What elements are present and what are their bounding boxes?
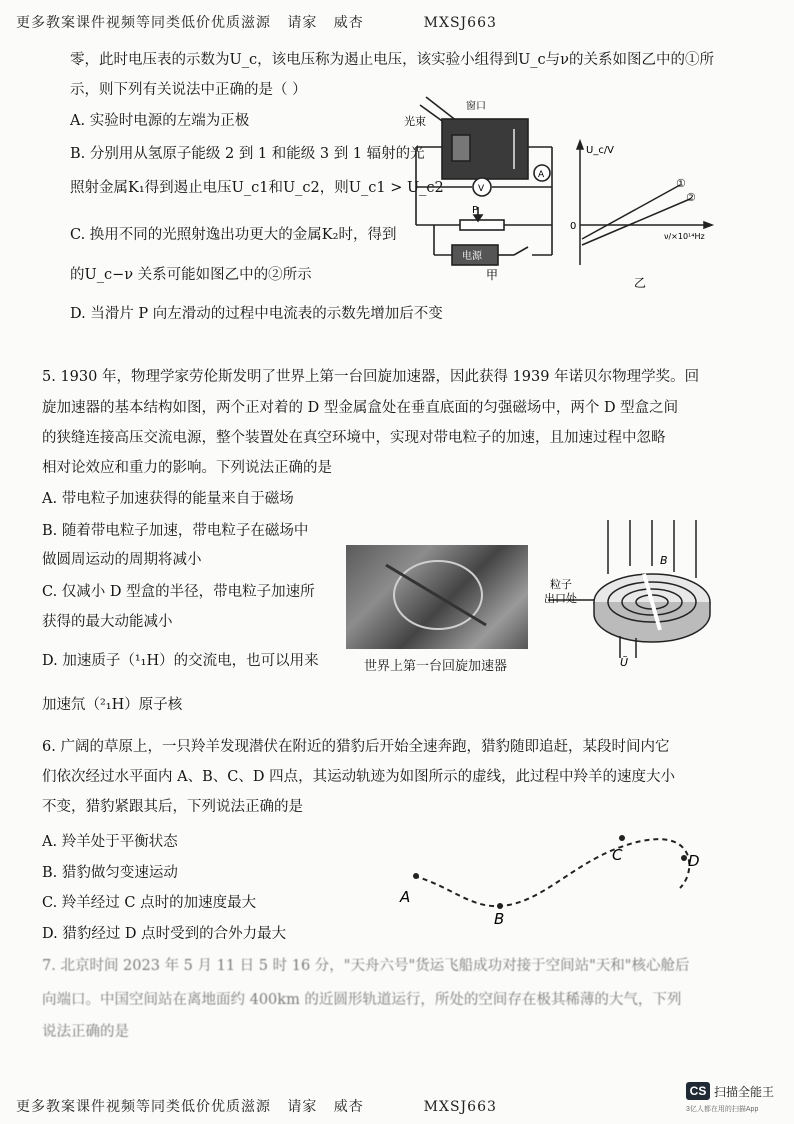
q5-line-4: 相对论效应和重力的影响。下列说法正确的是 bbox=[42, 460, 332, 476]
rheostat bbox=[460, 220, 504, 230]
q7-line-3: 说法正确的是 bbox=[42, 1024, 129, 1040]
origin-label: 0 bbox=[570, 221, 577, 232]
q5-option-c: C. 仅减小 D 型盒的半径，带电粒子加速所 bbox=[42, 584, 315, 600]
q5-option-b-cont: 做圆周运动的周期将减小 bbox=[42, 552, 202, 568]
q4-option-b-cont: 照射金属K₁得到遏止电压U_c1和U_c2，则U_c1 > U_c2 bbox=[70, 180, 444, 196]
switch bbox=[514, 247, 528, 255]
q7-line-1: 7. 北京时间 2023 年 5 月 11 日 5 时 16 分，"天舟六号"货运飞船成功对接于空间站"天和"核心舱后 bbox=[42, 958, 690, 974]
trajectory-path bbox=[414, 839, 689, 906]
graph-yi bbox=[568, 135, 718, 290]
curve-2-label: ② bbox=[686, 191, 696, 204]
caption-jia: 甲 bbox=[486, 268, 499, 282]
q5-option-b: B. 随着带电粒子加速，带电粒子在磁场中 bbox=[42, 523, 309, 539]
q6-line-1: 6. 广阔的草原上，一只羚羊发现潜伏在附近的猎豹后开始全速奔跑，猎豹随即追赶，某段时间内它 bbox=[42, 739, 670, 755]
q6-option-b: B. 猎豹做匀变速运动 bbox=[42, 865, 178, 881]
cs-logo-icon: CS bbox=[686, 1082, 710, 1100]
q4-option-a: A. 实验时电源的左端为正极 bbox=[70, 113, 250, 129]
circuit-diagram-jia bbox=[404, 95, 564, 285]
point-a bbox=[413, 873, 419, 879]
point-c bbox=[619, 835, 625, 841]
q4-option-d: D. 当滑片 P 向左滑动的过程中电流表的示数先增加后不变 bbox=[70, 306, 443, 322]
q7-line-2: 向端口。中国空间站在离地面约 400km 的近圆形轨道运行，所处的空间存在极其稀薄的大气，下列 bbox=[42, 992, 682, 1008]
scanner-watermark bbox=[686, 1080, 786, 1116]
q5-line-1: 5. 1930 年，物理学家劳伦斯发明了世界上第一台回旋加速器，因此获得 1939 年诺贝尔物理学奖。回 bbox=[42, 369, 700, 385]
q5-option-a: A. 带电粒子加速获得的能量来自于磁场 bbox=[42, 491, 294, 507]
label-p: P bbox=[472, 205, 479, 216]
q5-option-d: D. 加速质子（¹₁H）的交流电，也可以用来 bbox=[42, 653, 319, 669]
trajectory-diagram bbox=[390, 826, 720, 926]
q4-option-c-cont: 的U_c−ν 关系可能如图乙中的②所示 bbox=[70, 267, 312, 283]
y-axis-label: U_c/V bbox=[586, 145, 615, 156]
label-window: 窗口 bbox=[466, 101, 486, 112]
cathode-k bbox=[452, 135, 470, 161]
field-b-label: B bbox=[660, 554, 668, 567]
x-axis-label: ν/×10¹⁴Hz bbox=[664, 232, 705, 241]
header-banner: 更多教案课件视频等同类低价优质滋源 请家 威杏 MXSJ663 bbox=[16, 15, 497, 31]
q6-line-3: 不变，猎豹紧跟其后，下列说法正确的是 bbox=[42, 799, 303, 815]
q4-line-2: 示，则下列有关说法中正确的是（ ） bbox=[70, 82, 307, 98]
cyclotron-diagram bbox=[540, 516, 720, 668]
label-source: 电源 bbox=[462, 251, 482, 262]
q4-line-1: 零，此时电压表的示数为U_c，该电压称为遏止电压，该实验小组得到U_c与ν的关系如图乙中的①所 bbox=[70, 52, 714, 68]
q4-option-b: B. 分别用从氢原子能级 2 到 1 和能级 3 到 1 辐射的光 bbox=[70, 146, 425, 162]
photo-caption: 世界上第一台回旋加速器 bbox=[364, 659, 508, 674]
ac-voltage-label: Ũ bbox=[620, 656, 629, 668]
label-c: C bbox=[612, 846, 623, 864]
label-d: D bbox=[688, 852, 700, 870]
q6-option-a: A. 羚羊处于平衡状态 bbox=[42, 834, 178, 850]
curve-1-label: ① bbox=[676, 177, 686, 190]
cyclotron-photo bbox=[346, 545, 528, 649]
caption-yi: 乙 bbox=[634, 276, 647, 290]
label-b: B bbox=[494, 910, 505, 926]
q6-line-2: 们依次经过水平面内 A、B、C、D 四点，其运动轨迹为如图所示的虚线，此过程中羚羊的速度大小 bbox=[42, 769, 676, 785]
q5-option-c-cont: 获得的最大动能减小 bbox=[42, 614, 173, 630]
label-a: A bbox=[400, 888, 411, 906]
point-d bbox=[681, 855, 687, 861]
q6-option-d: D. 猎豹经过 D 点时受到的合外力最大 bbox=[42, 926, 287, 942]
q4-option-c: C. 换用不同的光照射逸出功更大的金属K₂时，得到 bbox=[70, 227, 397, 243]
label-v: V bbox=[478, 184, 485, 194]
q5-option-d-cont: 加速氘（²₁H）原子核 bbox=[42, 697, 183, 713]
exit-label-1: 粒子 bbox=[550, 578, 572, 591]
q5-line-3: 的狭缝连接高压交流电源，整个装置处在真空环境中，实现对带电粒子的加速，且加速过程中忽略 bbox=[42, 430, 666, 446]
scanner-tagline: 3亿人都在用的扫描App bbox=[686, 1106, 759, 1113]
label-light: 光束 bbox=[404, 115, 426, 128]
q6-option-c: C. 羚羊经过 C 点时的加速度最大 bbox=[42, 895, 257, 911]
line-1 bbox=[582, 185, 680, 239]
footer-banner: 更多教案课件视频等同类低价优质滋源 请家 威杏 MXSJ663 bbox=[16, 1099, 497, 1115]
point-b bbox=[497, 903, 503, 909]
q5-line-2: 旋加速器的基本结构如图，两个正对着的 D 型金属盒处在垂直底面的匀强磁场中，两个 D 型盒之间 bbox=[42, 400, 679, 416]
scanner-name: 扫描全能王 bbox=[714, 1085, 775, 1099]
label-a: A bbox=[538, 170, 545, 180]
exit-label-2: 出口处 bbox=[544, 592, 577, 605]
